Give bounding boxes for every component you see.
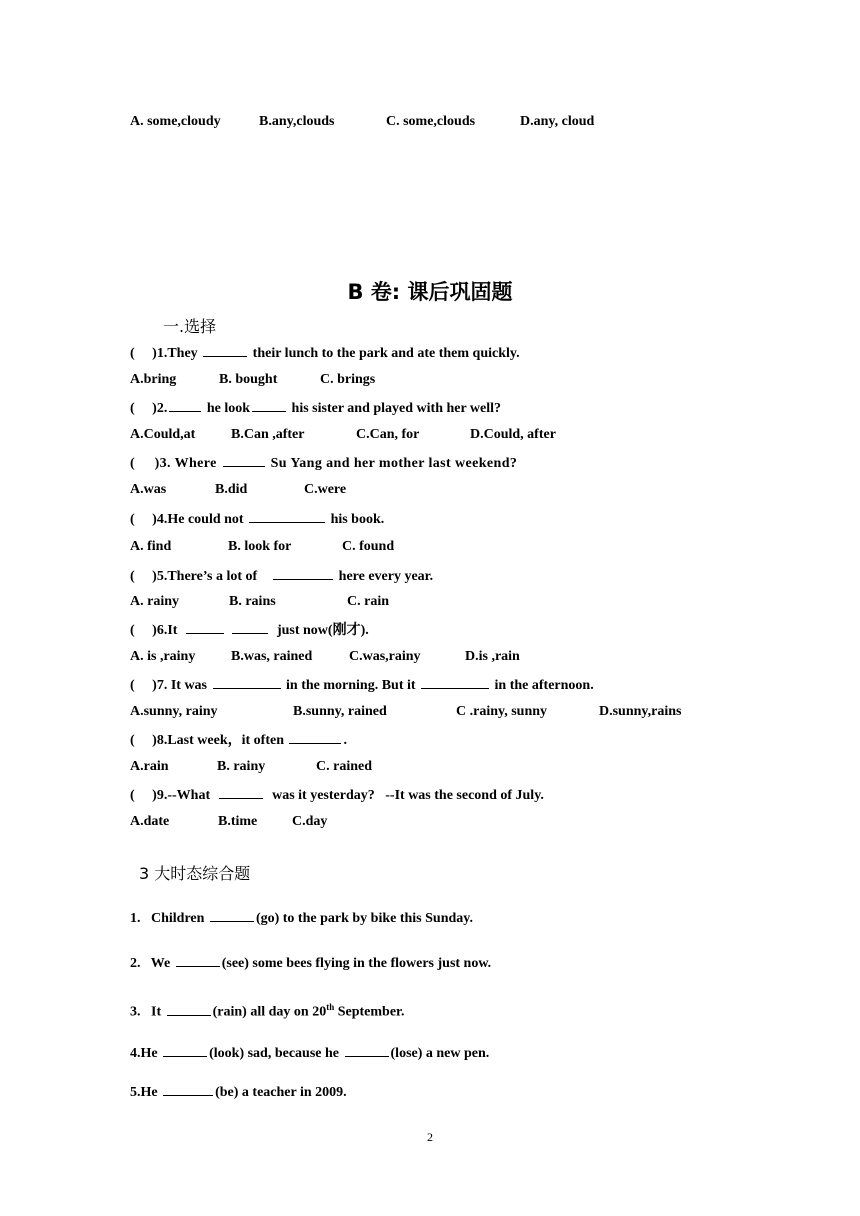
q8-option-a: A.rain xyxy=(130,759,169,774)
section-title: B 卷: 课后巩固题 xyxy=(347,280,513,304)
question-9: ( )9.--What was it yesterday? --It was the second of July. xyxy=(130,785,544,805)
q7-option-c: C .rainy, sunny xyxy=(456,704,548,719)
question-2: ( )2. he look his sister and played with her well? xyxy=(130,398,501,418)
top-option-c: C. some,clouds xyxy=(386,114,476,129)
q2-option-d: D.Could, after xyxy=(470,427,556,442)
top-option-d: D.any, cloud xyxy=(520,114,595,129)
q3-option-c: C.were xyxy=(304,482,347,497)
q6-option-c: C.was,rainy xyxy=(349,649,421,664)
q8-option-c: C. rained xyxy=(316,759,372,774)
q7-option-d: D.sunny,rains xyxy=(599,704,682,719)
q3-option-a: A.was xyxy=(130,482,167,497)
q6-option-b: B.was, rained xyxy=(231,649,313,664)
q5-option-a: A. rainy xyxy=(130,594,179,609)
question-7: ( )7. It was in the morning. But it in the afternoon. xyxy=(130,675,594,695)
q4-option-b: B. look for xyxy=(228,539,292,554)
q6-option-d: D.is ,rain xyxy=(465,649,520,664)
part3-heading: 3 大时态综合题 xyxy=(139,864,251,883)
q1-option-b: B. bought xyxy=(219,372,278,387)
fill-item-2: 2. We (see) some bees flying in the flowers just now. xyxy=(130,953,491,973)
q4-option-c: C. found xyxy=(342,539,395,554)
q5-option-b: B. rains xyxy=(229,594,276,609)
fill-item-3: 3. It (rain) all day on 20th September. xyxy=(130,1002,405,1020)
q5-option-c: C. rain xyxy=(347,594,389,609)
question-3: ( )3. Where Su Yang and her mother last weekend? xyxy=(130,453,517,473)
q2-option-b: B.Can ,after xyxy=(231,427,305,442)
question-1: ( )1.They their lunch to the park and ate them quickly. xyxy=(130,343,520,363)
question-8: ( )8.Last week，it often . xyxy=(130,730,347,750)
q9-option-a: A.date xyxy=(130,814,170,829)
q3-option-b: B.did xyxy=(215,482,248,497)
q2-option-c: C.Can, for xyxy=(356,427,420,442)
q7-option-b: B.sunny, rained xyxy=(293,704,387,719)
top-option-b: B.any,clouds xyxy=(259,114,335,129)
question-5: ( )5.There’s a lot of here every year. xyxy=(130,566,433,586)
part1-heading: 一.选择 xyxy=(163,317,217,336)
question-6: ( )6.It just now(刚才). xyxy=(130,620,369,640)
q9-option-c: C.day xyxy=(292,814,328,829)
fill-item-1: 1. Children (go) to the park by bike this Sunday. xyxy=(130,908,473,928)
q4-option-a: A. find xyxy=(130,539,172,554)
q9-option-b: B.time xyxy=(218,814,258,829)
q6-option-a: A. is ,rainy xyxy=(130,649,196,664)
q8-option-b: B. rainy xyxy=(217,759,266,774)
fill-item-4: 4.He (look) sad, because he (lose) a new pen. xyxy=(130,1043,489,1063)
question-4: ( )4.He could not his book. xyxy=(130,509,384,529)
q1-option-c: C. brings xyxy=(320,372,376,387)
top-option-a: A. some,cloudy xyxy=(130,114,221,129)
fill-item-5: 5.He (be) a teacher in 2009. xyxy=(130,1082,347,1102)
q7-option-a: A.sunny, rainy xyxy=(130,704,218,719)
page-number: 2 xyxy=(427,1130,433,1144)
q2-option-a: A.Could,at xyxy=(130,427,196,442)
q1-option-a: A.bring xyxy=(130,372,177,387)
